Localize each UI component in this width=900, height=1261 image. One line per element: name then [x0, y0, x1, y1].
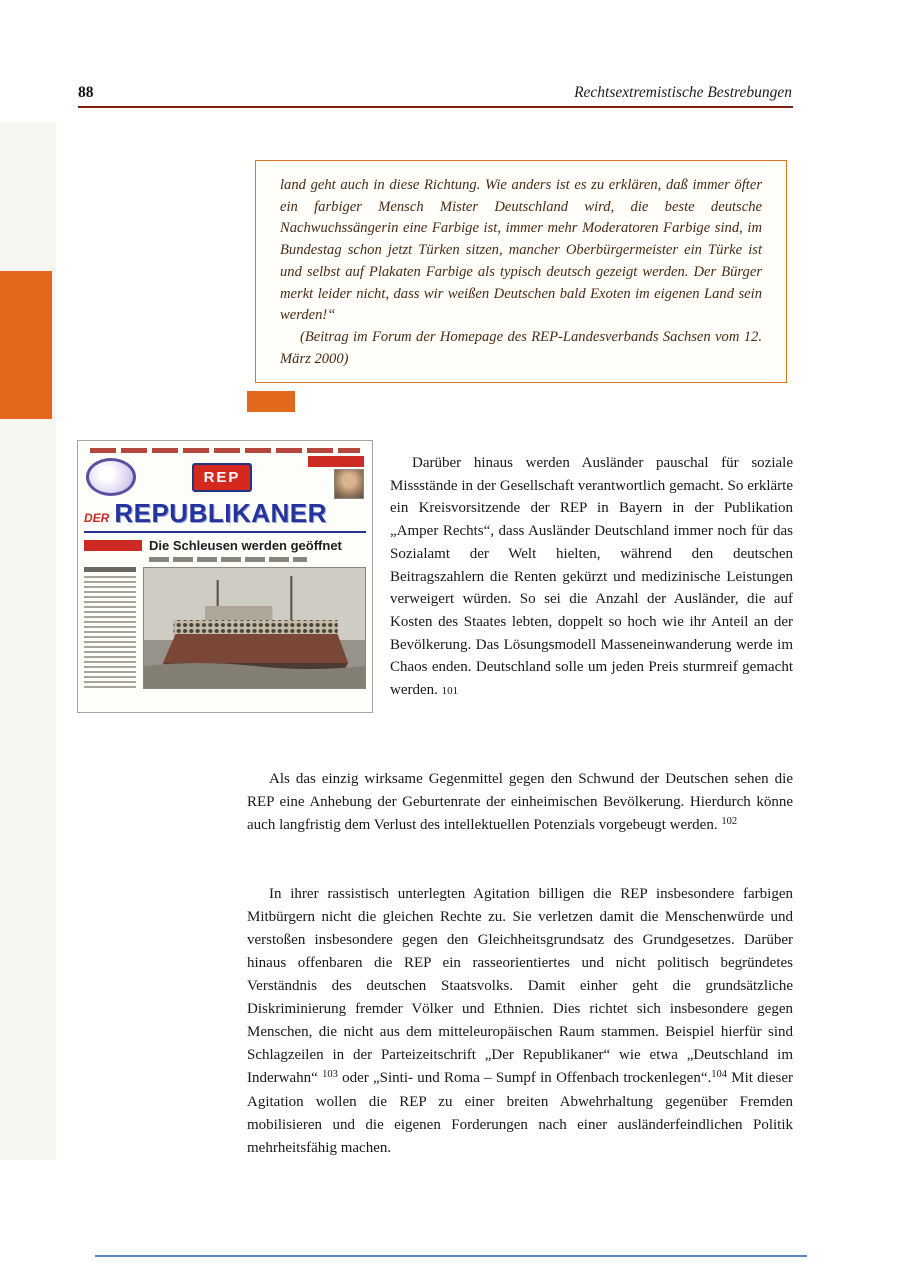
paragraph-auslaender — [390, 452, 793, 703]
newspaper-portrait-photo — [334, 469, 364, 499]
header-rule — [78, 106, 793, 108]
column-heading-placeholder — [84, 567, 136, 572]
paragraph-geburtenrate — [247, 768, 793, 838]
masthead-title: REPUBLIKANER — [114, 498, 327, 528]
boat-photo — [143, 567, 366, 689]
orange-accent-bar — [0, 271, 52, 419]
paragraph-agitation-seg1: In ihrer rassistisch unterlegten Agitation billigen die REP insbesondere farbigen Mitbürgern nicht die gleichen Rechte zu. Sie verletzen damit die Menschenwürde und verstoßen insbesondere gegen den Gleichheitsgrundsatz des Grundgesetzes. Darüber hinaus offenbaren die REP ein rasseorientiertes und nicht politisch begründetes Verständnis des deutschen Staatsvolks. Damit einher geht die grundsätzliche Diskriminierung fremder Völker und Ethnien. Dies richtet sich insbesondere gegen Menschen, die nicht aus dem mitteleuropäischen Raum stammen. Beispiel hierfür sind Schlagzeilen in der Parteizeitschrift „Der Republikaner“ wie etwa „Deutschland im Inderwahn“ — [247, 886, 793, 1086]
quote-text: land geht auch in diese Richtung. Wie anders ist es zu erklären, daß immer öfter ein farbiger Mensch Mister Deutschland wird, die beste deutsche Nachwuchssängerin eine Farbige ist, immer mehr Moderatoren Farbige sind, im Bundestag schon jetzt Türken sitzen, mancher Oberbürgermeister ein Türke ist und selbst auf Plakaten Farbige als typisch deutsch gezeigt werden. Der Bürger merkt leider nicht, dass wir weißen Deutschen bald Exoten im eigenen Land sein werden!“ — [280, 177, 762, 324]
newspaper-text-column — [84, 567, 136, 693]
footnote-ref-103: 103 — [322, 1069, 338, 1080]
newspaper-red-label — [308, 456, 364, 467]
boat-photo-graphic — [144, 568, 365, 688]
paragraph-geburtenrate-text: Als das einzig wirksame Gegenmittel gegen den Schwund der Deutschen sehen die REP eine Anhebung der Geburtenrate der einheimischen Bevölkerung. Hierdurch könne auch langfristig dem Verlust des intellektuellen Potenzials vorgebeugt werden. — [247, 771, 793, 833]
newspaper-headline: Die Schleusen werden geöffnet — [149, 538, 342, 553]
running-header-title: Rechtsextremistische Bestrebungen — [574, 84, 792, 101]
page-number: 88 — [78, 84, 94, 101]
masthead-rule — [84, 531, 366, 533]
masthead-prefix: DER — [84, 511, 110, 525]
newspaper-body — [84, 567, 366, 693]
paragraph-agitation-seg2: oder „Sinti- und Roma – Sumpf in Offenbach trockenlegen“. — [342, 1070, 712, 1086]
quote-source: (Beitrag im Forum der Homepage des REP-Landesverbands Sachsen vom 12. März 2000) — [280, 328, 762, 367]
newspaper-topline-placeholder — [90, 448, 360, 453]
newspaper-rep-logo: REP — [192, 463, 253, 492]
newspaper-emblem-icon — [86, 458, 136, 496]
column-text-placeholder — [84, 576, 136, 691]
newspaper-logo-row — [84, 457, 366, 497]
quote-box — [255, 160, 787, 383]
newspaper-subline-placeholder — [149, 557, 307, 562]
footnote-ref-104: 104 — [711, 1069, 727, 1080]
footnote-ref-102: 102 — [721, 816, 738, 827]
newspaper-clipping — [77, 440, 373, 713]
quote-corner-square — [247, 391, 295, 412]
newspaper-masthead — [84, 498, 366, 529]
newspaper-header-right — [308, 456, 364, 499]
newspaper-section-tag — [84, 540, 142, 551]
paragraph-auslaender-text: Darüber hinaus werden Ausländer pauschal für soziale Missstände in der Gesellschaft verantwortlich gemacht. So erklärte ein Kreisvorsitzende der REP in Bayern in der Publikation „Amper Rechts“, dass Ausländer Deutschland immer noch für das Sozialamt der Welt hielten, während den deutschen Beitragszahlern die Renten gekürzt und medizinische Leistungen verweigert würden. So sei die Anzahl der Ausländer, die auf Kosten des Staates lebten, doppelt so hoch wie ihr Anteil an der Bevölkerung. Das Lösungsmodell Masseneinwanderung werde im Chaos enden. Deutschland solle um jeden Preis sturmreif gemacht werden. — [390, 455, 793, 699]
newspaper-headline-row — [84, 538, 366, 553]
paragraph-agitation — [247, 883, 793, 1160]
paragraph-agitation-seg3: Mit dieser Agitation wollen die REP zu einer breiten Abwehrhaltung gegenüber Fremden mobilisieren und die eigenen Forderungen nach einer ausländerfeindlichen Politik mehrheitsfähig machen. — [247, 1070, 794, 1156]
bottom-page-rule — [95, 1255, 807, 1257]
footnote-ref-101: 101 — [441, 685, 459, 698]
